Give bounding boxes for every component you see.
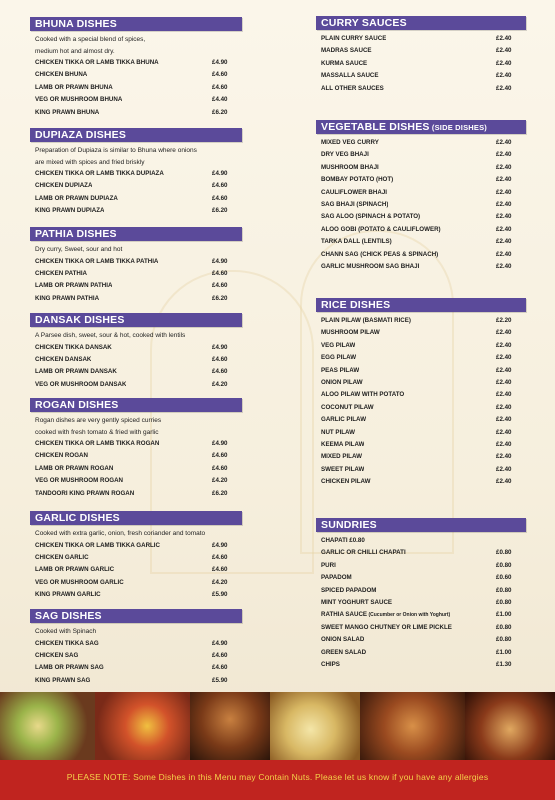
- section-description: Cooked with Spinach: [35, 628, 97, 635]
- menu-item-list: [316, 33, 526, 95]
- menu-item-name: CHICKEN PATHIA: [35, 269, 88, 277]
- menu-item-price: £2.40: [496, 478, 512, 486]
- menu-item: [30, 82, 242, 94]
- menu-item: [316, 414, 526, 426]
- menu-item-price: £1.00: [496, 648, 512, 656]
- menu-item-name: EGG PILAW: [321, 354, 357, 362]
- menu-item: [30, 589, 242, 601]
- menu-item: [316, 83, 526, 95]
- menu-item-name: PLAIN PILAW (BASMATI RICE): [321, 317, 411, 324]
- menu-item-name: ALL OTHER SAUCES: [321, 84, 384, 92]
- section-header: [316, 518, 526, 532]
- menu-item: [30, 438, 242, 450]
- menu-item: [30, 475, 242, 487]
- menu-item-price: £1.00: [496, 611, 512, 619]
- menu-item-price: £4.60: [212, 269, 228, 277]
- menu-item-name: CHIPS: [321, 660, 340, 668]
- menu-item-price: £4.90: [212, 639, 228, 647]
- menu-item: [30, 94, 242, 106]
- menu-item-name: MIXED VEG CURRY: [321, 139, 379, 146]
- menu-item-price: £4.90: [212, 257, 228, 265]
- menu-item: [316, 535, 526, 547]
- menu-item-price: £6.20: [212, 108, 228, 116]
- menu-item-name: SAG ALOO (SPINACH & POTATO): [321, 213, 421, 221]
- section-title: VEGETABLE DISHES: [321, 121, 430, 133]
- section-description: Rogan dishes are very gently spiced curries cooked with fresh tomato & fried with garlic: [35, 417, 162, 436]
- menu-item: [316, 261, 526, 273]
- menu-item: [316, 647, 526, 659]
- menu-item: [30, 256, 242, 268]
- menu-item-price: £2.40: [496, 428, 512, 436]
- menu-item-price: £2.20: [496, 317, 512, 324]
- food-photo-curry: [360, 692, 465, 760]
- section-dupiaza: [30, 128, 242, 218]
- menu-item: [316, 439, 526, 451]
- menu-item: [316, 609, 526, 621]
- menu-item-price: £4.90: [212, 343, 228, 351]
- menu-item-price: £2.40: [496, 262, 512, 270]
- menu-item: [316, 162, 526, 174]
- menu-item-price: £2.40: [496, 453, 512, 461]
- menu-item-price: £6.20: [212, 207, 228, 215]
- menu-item-name: CHICKEN ROGAN: [35, 452, 88, 460]
- menu-item-name: ALOO GOBI (POTATO & CAULIFLOWER): [321, 225, 441, 233]
- section-title: DUPIAZA DISHES: [35, 129, 127, 141]
- menu-item-name: CHICKEN TIKKA SAG: [35, 639, 99, 647]
- menu-item: [316, 327, 526, 339]
- menu-item: [30, 488, 242, 500]
- section-description: Preparation of Dupiaza is similar to Bhuna where onions are mixed with spices and fried briskly: [35, 147, 197, 166]
- menu-item-price: £2.40: [496, 416, 512, 424]
- menu-item: [316, 70, 526, 82]
- menu-item: [30, 354, 242, 366]
- menu-item-name: ONION SALAD: [321, 636, 365, 644]
- menu-item-price: £4.60: [212, 368, 228, 376]
- section-header: [30, 128, 242, 142]
- menu-item-name: ONION PILAW: [321, 378, 363, 386]
- menu-item-name: LAMB OR PRAWN DANSAK: [35, 368, 117, 376]
- menu-item: [316, 211, 526, 223]
- menu-item-name: LAMB OR PRAWN PATHIA: [35, 282, 113, 290]
- menu-item-price: £2.40: [496, 47, 512, 55]
- menu-item: [30, 193, 242, 205]
- menu-item-name: MUSHROOM PILAW: [321, 329, 380, 337]
- menu-item-price: £6.20: [212, 294, 228, 302]
- menu-item: [316, 149, 526, 161]
- menu-item: [30, 638, 242, 650]
- menu-item: [316, 377, 526, 389]
- menu-item-name: VEG PILAW: [321, 341, 356, 349]
- menu-item-name: KING PRAWN DUPIAZA: [35, 207, 105, 215]
- menu-item-name: CHICKEN BHUNA: [35, 71, 88, 79]
- menu-item-name: CHICKEN GARLIC: [35, 553, 89, 561]
- menu-item-name: CHICKEN TIKKA OR LAMB TIKKA GARLIC: [35, 541, 160, 549]
- section-bhuna: [30, 17, 242, 119]
- food-photo-grill: [190, 692, 270, 760]
- menu-item-name: PLAIN CURRY SAUCE: [321, 35, 387, 42]
- menu-item-list: [30, 638, 242, 688]
- menu-item: [30, 268, 242, 280]
- menu-item-price: £2.40: [496, 341, 512, 349]
- menu-item-price: £2.40: [496, 163, 512, 171]
- menu-item: [316, 199, 526, 211]
- section-sundries: [316, 518, 526, 671]
- menu-item-name: PURI: [321, 561, 336, 569]
- menu-item: [30, 180, 242, 192]
- menu-item-name: CAULIFLOWER BHAJI: [321, 188, 387, 196]
- menu-item: [30, 662, 242, 674]
- menu-item-price: £2.40: [496, 250, 512, 258]
- menu-item: [30, 379, 242, 391]
- menu-item-price: £6.20: [212, 489, 228, 497]
- menu-item: [316, 389, 526, 401]
- menu-item: [316, 174, 526, 186]
- menu-item-name: LAMB OR PRAWN DUPIAZA: [35, 194, 118, 202]
- section-rice: [316, 298, 526, 488]
- menu-item-price: £2.40: [496, 465, 512, 473]
- menu-item-price: £2.40: [496, 213, 512, 221]
- menu-item: [316, 622, 526, 634]
- menu-item-price: £2.40: [496, 151, 512, 159]
- menu-item-list: [30, 540, 242, 602]
- menu-item-name: LAMB OR PRAWN ROGAN: [35, 464, 114, 472]
- section-curry-sauces: [316, 16, 526, 95]
- section-sag: [30, 609, 242, 687]
- menu-item-price: £2.40: [496, 72, 512, 80]
- menu-item-name: DRY VEG BHAJI: [321, 151, 369, 159]
- menu-item-price: £2.40: [496, 200, 512, 208]
- menu-item: [316, 402, 526, 414]
- menu-item: [316, 464, 526, 476]
- menu-item: [30, 650, 242, 662]
- menu-item-price: £0.80: [496, 636, 512, 644]
- menu-item-price: £4.60: [212, 282, 228, 290]
- menu-item-name: MIXED PILAW: [321, 453, 362, 461]
- menu-item-name: SWEET PILAW: [321, 465, 365, 473]
- menu-item-price: £2.40: [496, 354, 512, 362]
- menu-item-name: GREEN SALAD: [321, 648, 367, 656]
- menu-item-name: TANDOORI KING PRAWN ROGAN: [35, 489, 135, 497]
- section-description: Dry curry, Sweet, sour and hot: [35, 246, 123, 253]
- menu-item: [30, 342, 242, 354]
- menu-item: [30, 205, 242, 217]
- menu-item: [316, 224, 526, 236]
- section-subtitle: (SIDE DISHES): [429, 123, 488, 132]
- section-dansak: [30, 313, 242, 391]
- menu-item-price: £2.40: [496, 139, 512, 146]
- section-title: SAG DISHES: [35, 610, 102, 622]
- section-header: [316, 16, 526, 30]
- menu-item-price: £4.90: [212, 59, 228, 66]
- menu-item: [30, 107, 242, 119]
- menu-item-price: £2.40: [496, 35, 512, 42]
- menu-item-name: VEG OR MUSHROOM ROGAN: [35, 477, 124, 485]
- menu-item-price: £0.80: [496, 586, 512, 594]
- menu-item: [316, 249, 526, 261]
- section-title: DANSAK DISHES: [35, 314, 125, 326]
- menu-item-name: LAMB OR PRAWN GARLIC: [35, 566, 115, 574]
- section-header: [316, 298, 526, 312]
- section-description: Cooked with extra garlic, onion, fresh coriander and tomato: [35, 530, 206, 537]
- menu-item-price: £4.60: [212, 71, 228, 79]
- menu-item-price: £2.40: [496, 378, 512, 386]
- menu-item: [316, 560, 526, 572]
- section-title: BHUNA DISHES: [35, 18, 117, 30]
- menu-item-name: CHICKEN TIKKA OR LAMB TIKKA ROGAN: [35, 440, 160, 447]
- menu-item-name: CHICKEN SAG: [35, 651, 79, 659]
- menu-item-list: [30, 57, 242, 119]
- section-description: Cooked with a special blend of spices, medium hot and almost dry.: [35, 36, 146, 55]
- menu-item: [316, 45, 526, 57]
- menu-item-price: £4.60: [212, 194, 228, 202]
- section-rogan: [30, 398, 242, 500]
- menu-item-price: £2.40: [496, 59, 512, 67]
- menu-item-price: £2.40: [496, 176, 512, 184]
- menu-item-name: VEG OR MUSHROOM DANSAK: [35, 380, 127, 388]
- menu-item-name: LAMB OR PRAWN BHUNA: [35, 83, 113, 91]
- section-description: A Parsee dish, sweet, sour & hot, cooked with lentils: [35, 332, 186, 339]
- menu-item-price: £0.80: [496, 598, 512, 606]
- menu-item: [30, 540, 242, 552]
- section-title: RICE DISHES: [321, 299, 391, 311]
- menu-item-name: LAMB OR PRAWN SAG: [35, 664, 104, 672]
- menu-item-price: £4.90: [212, 541, 228, 549]
- menu-item-name: VEG OR MUSHROOM BHUNA: [35, 96, 123, 104]
- menu-item-name: MASSALLA SAUCE: [321, 72, 379, 80]
- menu-item-price: £2.40: [496, 366, 512, 374]
- menu-item-price: £2.40: [496, 391, 512, 399]
- menu-item-name: ALOO PILAW WITH POTATO: [321, 391, 405, 399]
- food-photo-strip: [0, 692, 555, 760]
- menu-item-name: KING PRAWN GARLIC: [35, 591, 101, 599]
- menu-item: [30, 69, 242, 81]
- menu-item: [30, 280, 242, 292]
- menu-item: [316, 137, 526, 149]
- menu-item: [316, 451, 526, 463]
- menu-item-name: MINT YOGHURT SAUCE: [321, 598, 393, 606]
- menu-item-name: BOMBAY POTATO (HOT): [321, 176, 394, 184]
- menu-item: [316, 634, 526, 646]
- menu-item-price: £4.40: [212, 96, 228, 104]
- food-photo-dish: [465, 692, 555, 760]
- section-header: [30, 17, 242, 31]
- menu-item: [30, 168, 242, 180]
- menu-item-name: KING PRAWN SAG: [35, 676, 91, 684]
- menu-item-price: £1.30: [496, 660, 512, 668]
- menu-item-price: £2.40: [496, 238, 512, 246]
- menu-item-list: [316, 535, 526, 671]
- menu-item-price: £4.20: [212, 380, 228, 388]
- menu-item: [30, 450, 242, 462]
- menu-item-name: CHANN SAG (CHICK PEAS & SPINACH): [321, 250, 439, 258]
- menu-item-name: NUT PILAW: [321, 428, 356, 436]
- menu-item-price: £4.60: [212, 182, 228, 190]
- menu-item-price: £2.40: [496, 225, 512, 233]
- menu-item: [316, 659, 526, 671]
- menu-item: [316, 547, 526, 559]
- menu-item: [316, 58, 526, 70]
- menu-item-price: £4.60: [212, 452, 228, 460]
- menu-item: [316, 365, 526, 377]
- menu-item-name: KING PRAWN PATHIA: [35, 294, 100, 302]
- section-garlic: [30, 511, 242, 601]
- menu-item-name: SPICED PAPADOM: [321, 586, 377, 594]
- menu-item-name: CHICKEN DUPIAZA: [35, 182, 93, 190]
- menu-item-name: GARLIC PILAW: [321, 416, 367, 424]
- menu-item-price: £2.40: [496, 188, 512, 196]
- section-title: GARLIC DISHES: [35, 512, 120, 524]
- menu-item-price: £2.40: [496, 84, 512, 92]
- menu-item-price: £2.40: [496, 403, 512, 411]
- menu-item-price: £4.20: [212, 477, 228, 485]
- menu-item: [30, 293, 242, 305]
- menu-item-price: £0.60: [496, 574, 512, 582]
- section-header: [316, 120, 526, 134]
- allergy-notice: PLEASE NOTE: Some Dishes in this Menu may Contain Nuts. Please let us know if you have any allergies: [66, 772, 489, 782]
- menu-item: [30, 552, 242, 564]
- menu-item-name: CHICKEN TIKKA OR LAMB TIKKA BHUNA: [35, 59, 159, 66]
- menu-item-price: £4.60: [212, 664, 228, 672]
- menu-item-list: [30, 168, 242, 218]
- menu-item-name: COCONUT PILAW: [321, 403, 374, 411]
- menu-item: [316, 187, 526, 199]
- menu-item: [30, 577, 242, 589]
- menu-item-name: MUSHROOM BHAJI: [321, 163, 379, 171]
- menu-item-name: CHICKEN TIKKA OR LAMB TIKKA PATHIA: [35, 257, 159, 265]
- menu-item-name: GARLIC OR CHILLI CHAPATI: [321, 549, 406, 557]
- menu-item-list: [30, 438, 242, 500]
- menu-item-price: £2.40: [496, 329, 512, 337]
- menu-item-price: £0.80: [496, 549, 512, 557]
- menu-item-name: CHICKEN DANSAK: [35, 355, 92, 363]
- menu-item-note: (Cucumber or Onion with Yoghurt): [367, 612, 451, 619]
- section-header: [30, 313, 242, 327]
- menu-item-name: KURMA SAUCE: [321, 59, 368, 67]
- menu-item-price: £4.90: [212, 440, 228, 447]
- menu-item: [316, 597, 526, 609]
- menu-item-price: £4.60: [212, 553, 228, 561]
- menu-item-price: £0.80: [496, 561, 512, 569]
- menu-item-list: [316, 137, 526, 273]
- section-header: [30, 227, 242, 241]
- menu-item-price: £5.90: [212, 676, 228, 684]
- menu-item-price: £4.60: [212, 355, 228, 363]
- menu-item-name: GARLIC MUSHROOM SAG BHAJI: [321, 262, 420, 270]
- section-title: SUNDRIES: [321, 519, 377, 531]
- section-title: PATHIA DISHES: [35, 228, 117, 240]
- menu-item: [30, 675, 242, 687]
- menu-item-price: £5.90: [212, 591, 228, 599]
- section-vegetable: [316, 120, 526, 273]
- section-title: ROGAN DISHES: [35, 399, 119, 411]
- menu-item: [316, 572, 526, 584]
- menu-item-price: [496, 535, 526, 547]
- menu-item-name: CHICKEN TIKKA DANSAK: [35, 343, 112, 351]
- menu-item: [316, 33, 526, 45]
- menu-item-price: £4.20: [212, 578, 228, 586]
- menu-item: [30, 463, 242, 475]
- menu-item-name: RATHIA SAUCE (Cucumber or Onion with Yoghurt): [321, 611, 451, 619]
- menu-item: [316, 427, 526, 439]
- menu-item: [30, 366, 242, 378]
- menu-item-name: SWEET MANGO CHUTNEY OR LIME PICKLE: [321, 623, 452, 631]
- menu-item-name: CHAPATI £0.80: [321, 537, 365, 544]
- menu-item-price: £4.90: [212, 170, 228, 177]
- menu-item: [316, 340, 526, 352]
- menu-item: [30, 57, 242, 69]
- menu-item-list: [316, 315, 526, 488]
- food-photo-naan: [270, 692, 360, 760]
- menu-item: [316, 315, 526, 327]
- section-header: [30, 398, 242, 412]
- menu-item-price: £4.60: [212, 651, 228, 659]
- menu-item-name: CHICKEN TIKKA OR LAMB TIKKA DUPIAZA: [35, 170, 164, 177]
- menu-item-price: £2.40: [496, 440, 512, 448]
- food-photo-salad: [0, 692, 95, 760]
- menu-item-list: [30, 342, 242, 392]
- menu-item: [316, 585, 526, 597]
- menu-item-name: KING PRAWN BHUNA: [35, 108, 100, 116]
- menu-item-list: [30, 256, 242, 306]
- menu-item: [30, 564, 242, 576]
- menu-item-price: £4.60: [212, 566, 228, 574]
- food-photo-tikka: [95, 692, 190, 760]
- menu-item-name: VEG OR MUSHROOM GARLIC: [35, 578, 124, 586]
- menu-item-price: £4.60: [212, 83, 228, 91]
- menu-item-name: KEEMA PILAW: [321, 440, 365, 448]
- menu-item-name: PAPADOM: [321, 574, 352, 582]
- section-header: [30, 511, 242, 525]
- menu-item-price: £0.80: [496, 623, 512, 631]
- menu-item-name: MADRAS SAUCE: [321, 47, 372, 55]
- section-pathia: [30, 227, 242, 305]
- menu-item-name: CHICKEN PILAW: [321, 478, 371, 486]
- menu-item: [316, 476, 526, 488]
- menu-item-name: SAG BHAJI (SPINACH): [321, 200, 389, 208]
- section-title: CURRY SAUCES: [321, 17, 407, 29]
- menu-item-price: £4.60: [212, 464, 228, 472]
- menu-item-name: TARKA DALL (LENTILS): [321, 238, 392, 246]
- menu-item: [316, 236, 526, 248]
- menu-item: [316, 352, 526, 364]
- menu-item-name: PEAS PILAW: [321, 366, 360, 374]
- section-header: [30, 609, 242, 623]
